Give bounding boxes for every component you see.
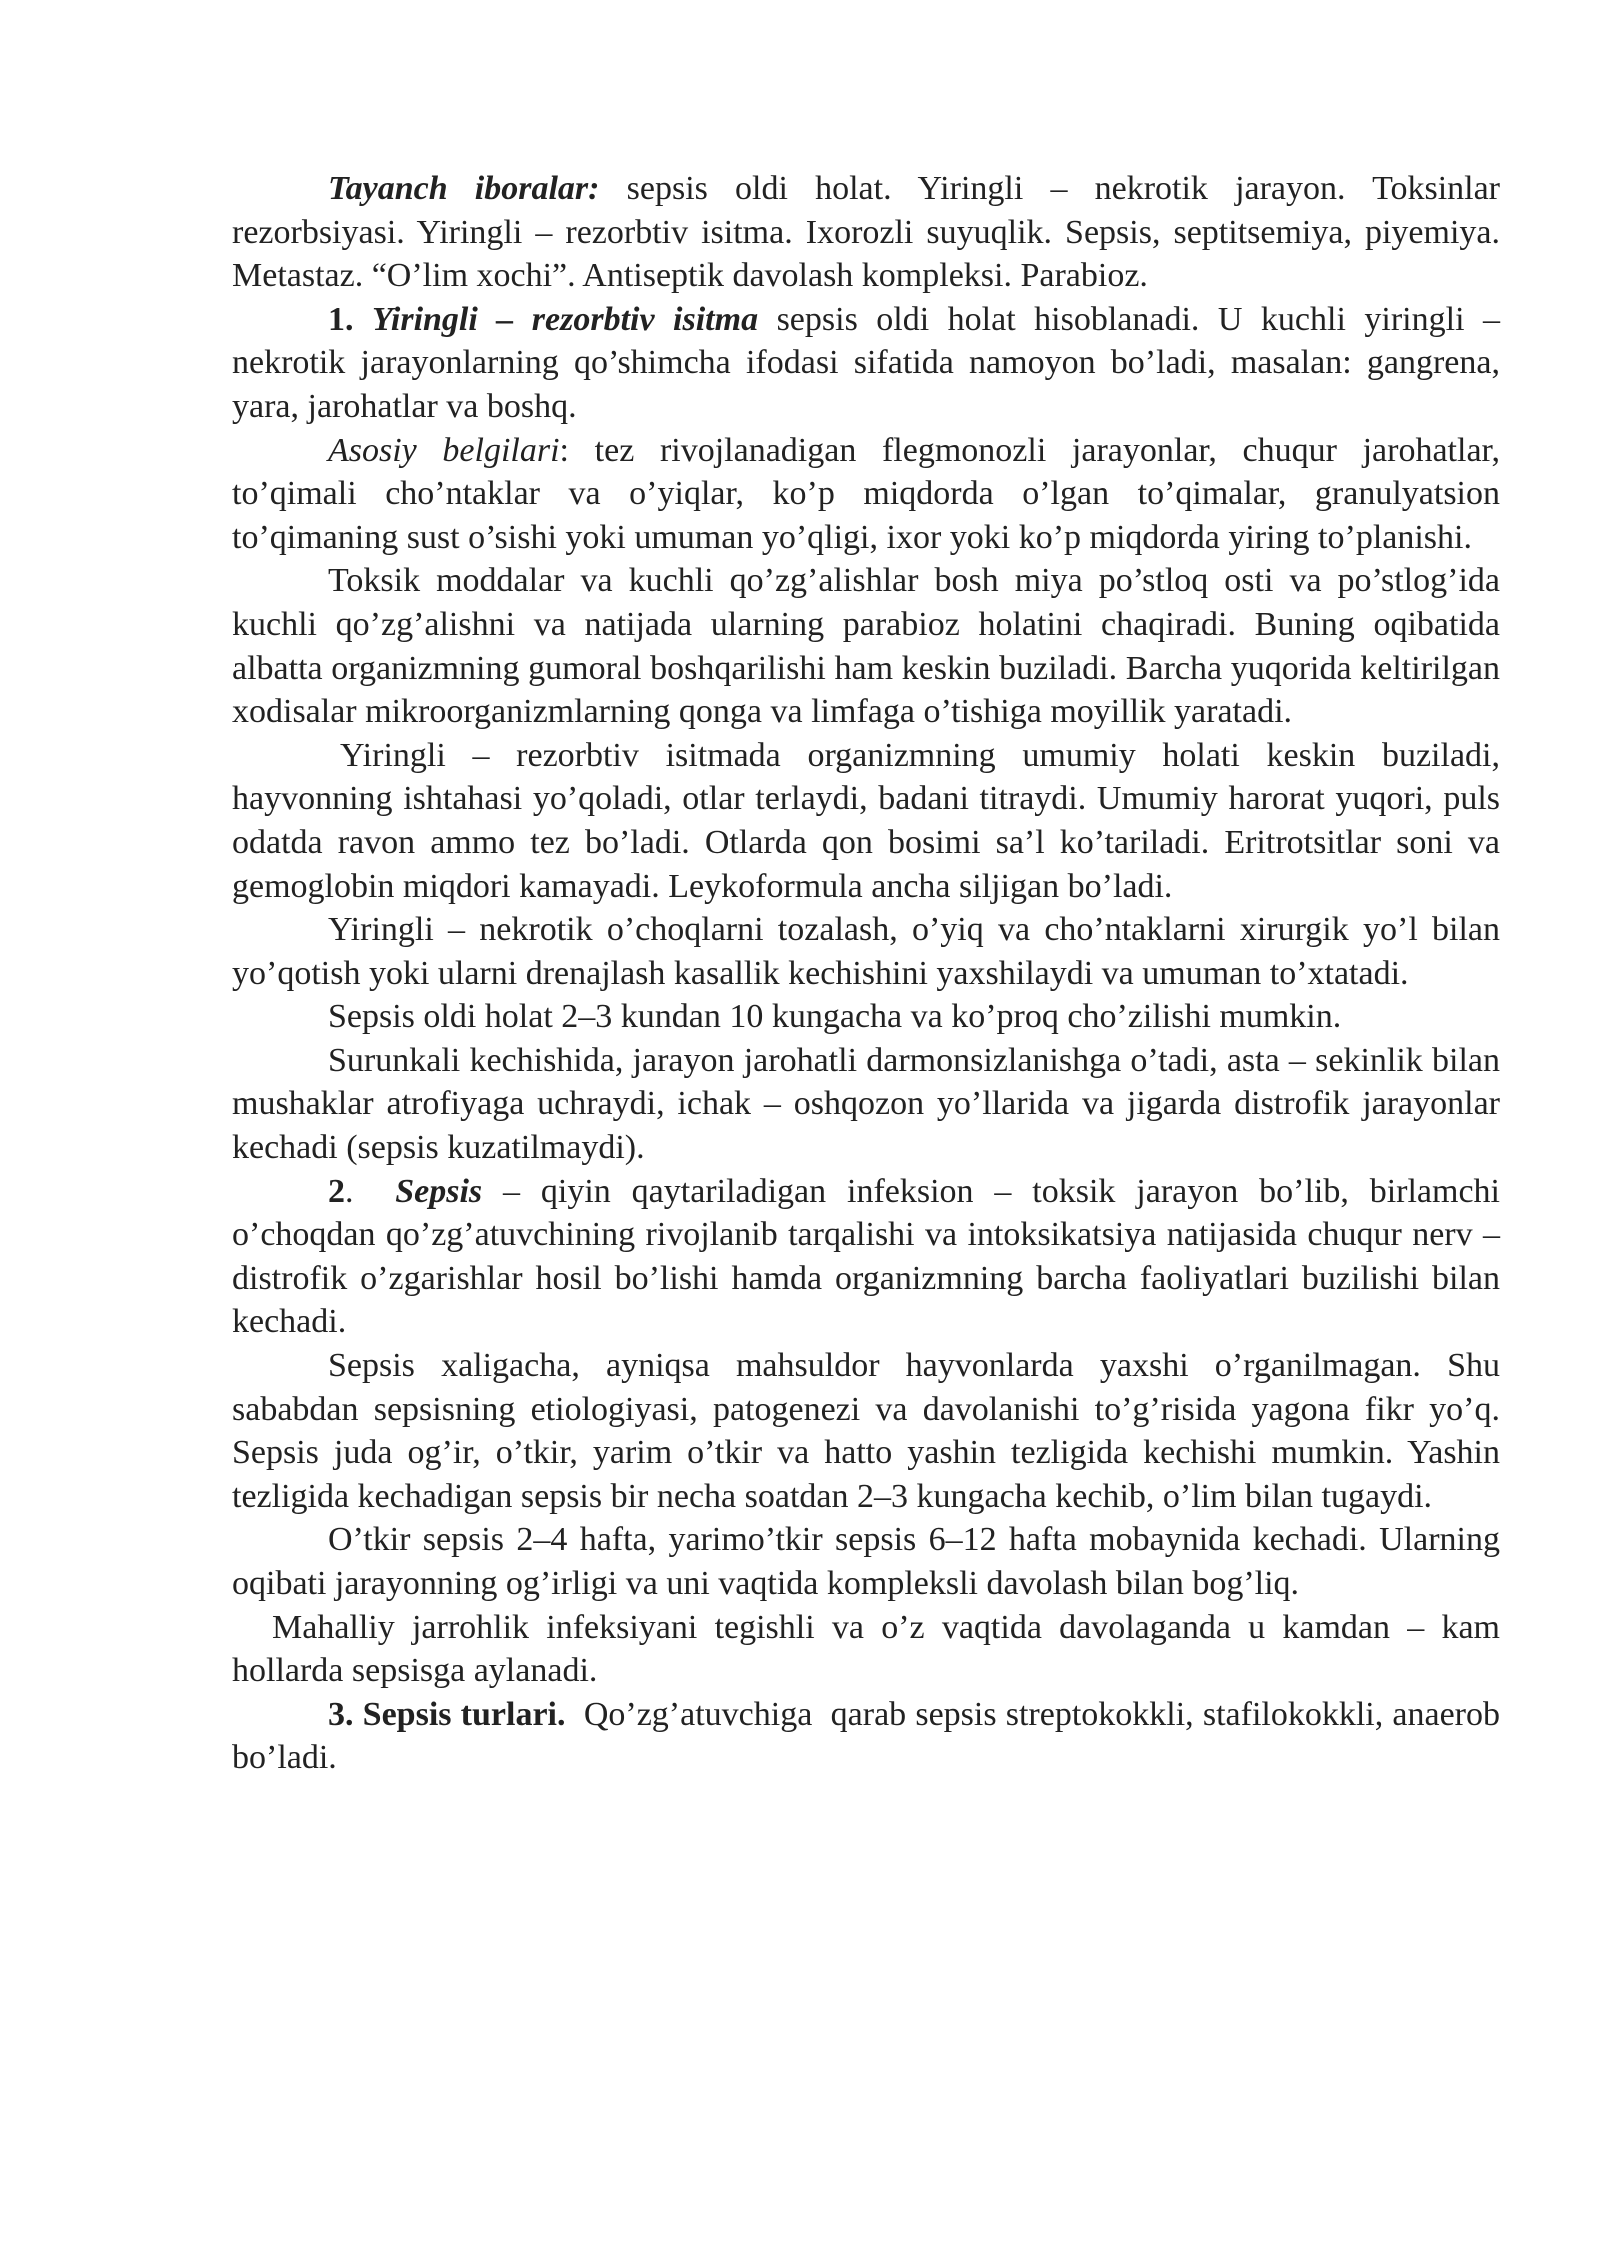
key-phrases-paragraph xyxy=(232,167,1500,298)
section-3-paragraph xyxy=(232,1693,1509,1780)
main-signs-paragraph xyxy=(232,429,1500,560)
body-paragraph: Yiringli – rezorbtiv isitmada organizmning umumiy holati keskin buziladi, hayvonning ishtahasi yo’qoladi, otlar terlaydi, badani titraydi. Umumiy harorat yuqori, puls odatda ravon ammo tez bo’ladi. Otlarda qon bosimi sa’l ko’tariladi. Eritrotsitlar soni va gemoglobin miqdori kamayadi. Leykoformula ancha siljigan bo’ladi. xyxy=(232,736,1500,905)
main-signs-label: Asosiy belgilari xyxy=(328,431,560,469)
section-1-text: sepsis oldi holat hisoblanadi. U kuchli yiringli – nekrotik jarayonlarning qo’shimcha ifodasi sifatida namoyon bo’ladi, masalan: gangrena, yara, jarohatlar va boshq. xyxy=(232,300,1500,425)
section-2-separator: . xyxy=(345,1172,396,1210)
body-paragraph: Yiringli – nekrotik o’choqlarni tozalash, o’yiq va cho’ntaklarni xirurgik yo’l bilan yo’qotish yoki ularni drenajlash kasallik kechishini yaxshilaydi va umuman to’xtatadi. xyxy=(232,911,1500,992)
section-1-heading: Yiringli – rezorbtiv isitma xyxy=(372,300,759,338)
body-paragraph: Surunkali kechishida, jarayon jarohatli darmonsizlanishga o’tadi, asta – sekinlik bilan mushaklar atrofiyaga uchraydi, ichak – oshqozon yo’llarida va jigarda distrofik jarayonlar kechadi (sepsis kuzatilmaydi). xyxy=(232,1041,1500,1167)
body-paragraph: Mahalliy jarrohlik infeksiyani tegishli va o’z vaqtida davolaganda u kamdan – kam hollarda sepsisga aylanadi. xyxy=(232,1608,1500,1690)
body-paragraph: O’tkir sepsis 2–4 hafta, yarimo’tkir sepsis 6–12 hafta mobaynida kechadi. Ularning oqibati jarayonning og’irligi va uni vaqtida kompleksli davolash bilan bog’liq. xyxy=(232,1521,1500,1602)
section-2-heading: Sepsis xyxy=(395,1172,483,1210)
key-phrases-label: Tayanch iboralar: xyxy=(328,170,600,207)
key-phrases-text: sepsis oldi holat. Yiringli – nekrotik jarayon. Toksinlar rezorbsiyasi. Yiringli – rezorbtiv isitma. Ixorozli suyuqlik. Sepsis, septitsemiya, piyemiya. Metastaz. “O’lim xochi”. Antiseptik davolash kompleksi. Parabioz. xyxy=(232,170,1500,295)
section-1-paragraph xyxy=(232,298,1500,429)
main-signs-text: : tez rivojlanadigan flegmonozli jarayonlar, chuqur jarohatlar, to’qimali cho’ntaklar va o’yiqlar, ko’p miqdorda o’lgan to’qimalar, granulyatsion to’qimaning sust o’sishi yoki umuman yo’qligi, ixor yoki ko’p miqdorda yiring to’planishi. xyxy=(232,431,1500,556)
section-2-paragraph xyxy=(232,1170,1500,1344)
section-3-heading: 3. Sepsis turlari. xyxy=(328,1695,566,1733)
section-3-text: Qo’zg’atuvchiga qarab sepsis streptokokkli, stafilokokkli, anaerob bo’ladi. xyxy=(232,1695,1509,1777)
body-paragraph: Sepsis oldi holat 2–3 kundan 10 kungacha va ko’proq cho’zilishi mumkin. xyxy=(328,998,1342,1036)
body-paragraph: Toksik moddalar va kuchli qo’zg’alishlar bosh miya po’stloq osti va po’stlog’ida kuchli qo’zg’alishni va natijada ularning parabioz holatini chaqiradi. Buning oqibatida albatta organizmning gumoral boshqarilishi ham keskin buziladi. Barcha yuqorida keltirilgan xodisalar mikroorganizmlarning qonga va limfaga o’tishiga moyillik yaratadi. xyxy=(232,562,1500,731)
document-page xyxy=(232,167,1509,1780)
body-paragraph: Sepsis xaligacha, ayniqsa mahsuldor hayvonlarda yaxshi o’rganilmagan. Shu sababdan sepsisning etiologiyasi, patogenezi va davolanishi to’g’risida yagona fikr yo’q. Sepsis juda og’ir, o’tkir, yarim o’tkir va hatto yashin tezligida kechishi mumkin. Yashin tezligida kechadigan sepsis bir necha soatdan 2–3 kungacha kechib, o’lim bilan tugaydi. xyxy=(232,1347,1500,1515)
section-1-number: 1. xyxy=(328,300,354,338)
section-2-text: – qiyin qaytariladigan infeksion – toksik jarayon bo’lib, birlamchi o’choqdan qo’zg’atuvchining rivojlanib tarqalishi va intoksikatsiya natijasida chuqur nerv – distrofik o’zgarishlar hosil bo’lishi hamda organizmning barcha faoliyatlari buzilishi bilan kechadi. xyxy=(232,1172,1500,1341)
section-2-number: 2 xyxy=(328,1172,345,1210)
